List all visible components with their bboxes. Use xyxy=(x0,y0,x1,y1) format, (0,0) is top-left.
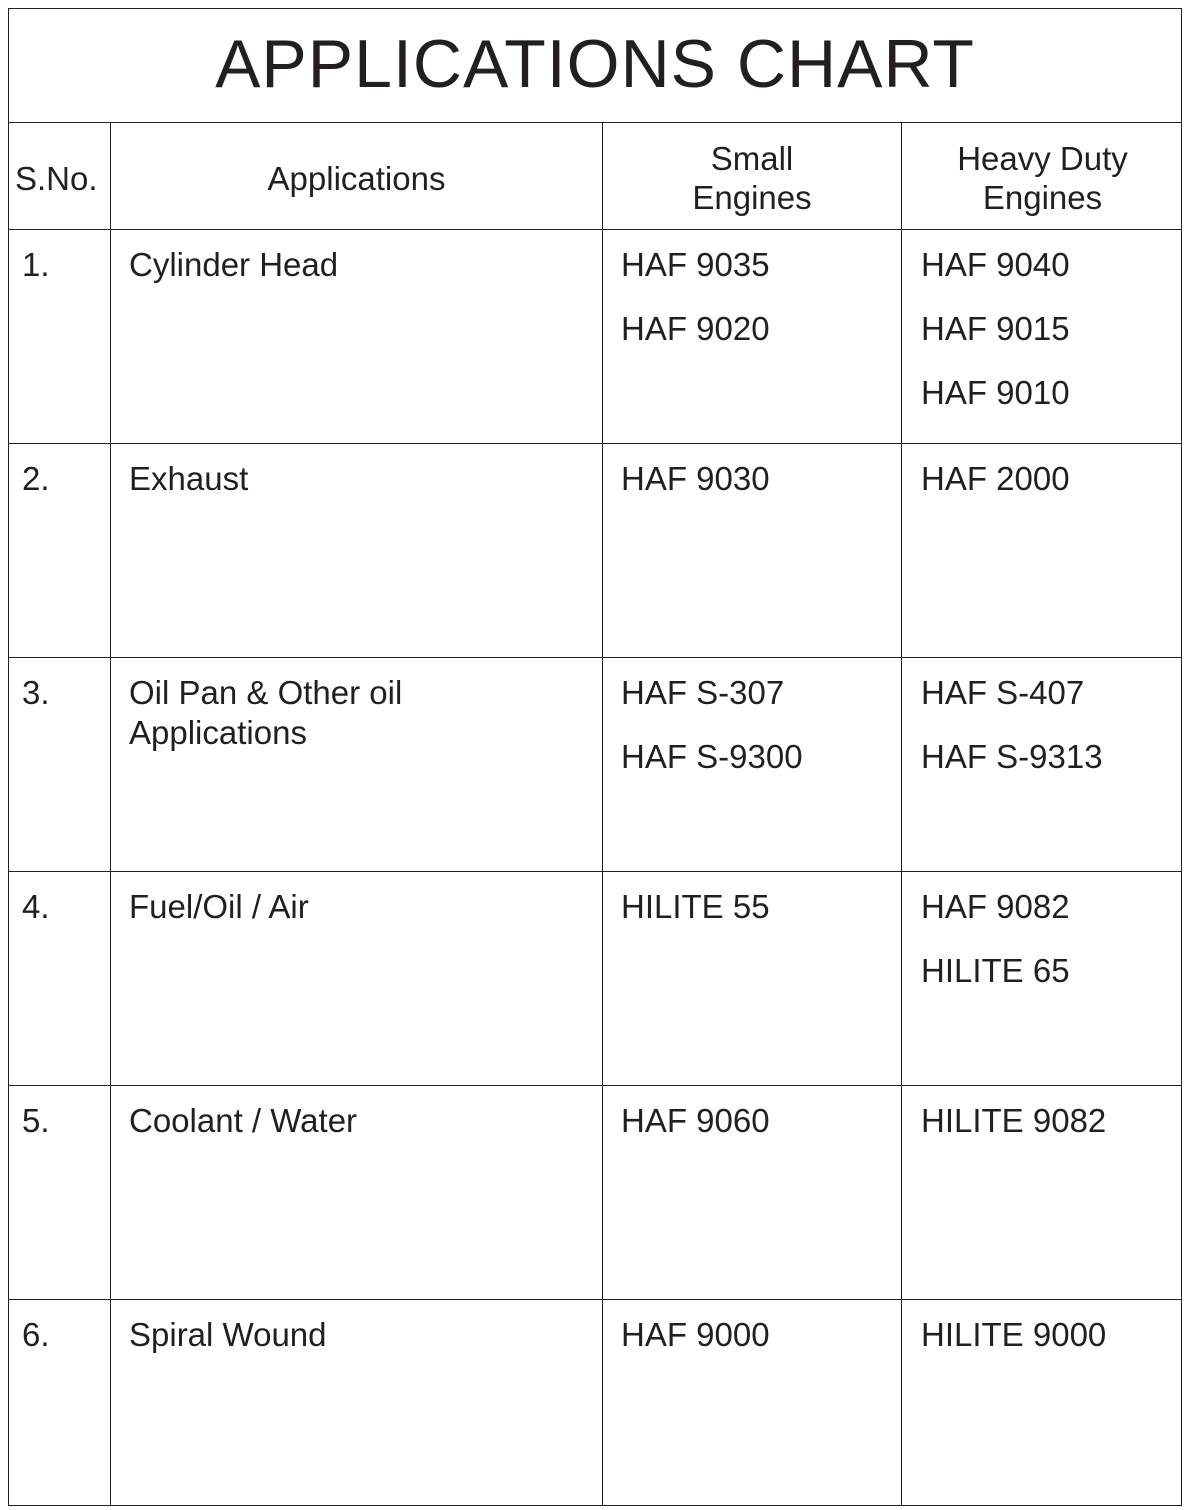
product-code: HAF S-9300 xyxy=(621,738,803,775)
row-4-heavy-duty-engines xyxy=(921,887,1070,1079)
product-code: HAF 2000 xyxy=(921,460,1070,497)
product-code: HILITE 9082 xyxy=(921,1102,1107,1139)
application-line: Oil Pan & Other oil xyxy=(129,674,403,711)
product-code: HAF 9040 xyxy=(921,246,1070,283)
product-code xyxy=(921,1379,1106,1443)
product-code: HILITE 55 xyxy=(621,888,770,925)
product-code xyxy=(921,587,1070,651)
product-code: HAF 9035 xyxy=(621,246,770,283)
row-3-sno: 3. xyxy=(22,674,50,711)
application-line: Spiral Wound xyxy=(129,1316,327,1353)
product-code xyxy=(921,523,1070,587)
product-code: HAF 9000 xyxy=(621,1316,770,1353)
product-code xyxy=(921,1229,1106,1293)
row-1-heavy-duty-engines xyxy=(921,245,1070,437)
row-3-small-engines xyxy=(621,673,803,865)
product-code xyxy=(621,587,770,651)
application-line: Fuel/Oil / Air xyxy=(129,888,309,925)
product-code xyxy=(621,1015,770,1079)
row-divider xyxy=(9,229,1181,230)
column-divider xyxy=(602,123,603,1505)
product-code xyxy=(621,1443,770,1507)
product-code xyxy=(621,1165,770,1229)
product-code: HAF 9020 xyxy=(621,310,770,347)
product-code: HAF S-307 xyxy=(621,674,785,711)
row-1-sno: 1. xyxy=(22,246,50,283)
product-code: HAF 9082 xyxy=(921,888,1070,925)
row-4-small-engines xyxy=(621,887,770,1079)
product-code xyxy=(621,1229,770,1293)
row-5-application xyxy=(129,1101,357,1141)
row-3-application xyxy=(129,673,402,753)
header-applications: Applications xyxy=(267,160,446,197)
product-code xyxy=(921,1443,1106,1507)
product-code: HAF 9010 xyxy=(921,374,1070,411)
product-code xyxy=(921,801,1103,865)
row-2-application xyxy=(129,459,248,499)
product-code: HAF 9030 xyxy=(621,460,770,497)
product-code xyxy=(621,951,770,1015)
product-code: HILITE 65 xyxy=(921,952,1070,989)
product-code xyxy=(621,523,770,587)
product-code xyxy=(921,1015,1070,1079)
row-divider xyxy=(9,1085,1181,1086)
row-2-sno: 2. xyxy=(22,460,50,497)
product-code xyxy=(621,801,803,865)
row-6-heavy-duty-engines xyxy=(921,1315,1106,1507)
header-heavy-duty-engines xyxy=(902,139,1183,217)
product-code xyxy=(621,373,770,437)
header-heavy-line2: Engines xyxy=(982,179,1103,216)
application-line: Exhaust xyxy=(129,460,249,497)
applications-chart-table xyxy=(8,8,1182,1506)
column-divider xyxy=(901,123,902,1505)
header-sno: S.No. xyxy=(15,160,98,197)
row-divider xyxy=(9,1299,1181,1300)
row-1-small-engines xyxy=(621,245,770,437)
header-heavy-line1: Heavy Duty xyxy=(957,140,1128,177)
row-divider xyxy=(9,657,1181,658)
row-6-sno: 6. xyxy=(22,1316,50,1353)
row-4-application xyxy=(129,887,309,927)
row-4-sno: 4. xyxy=(22,888,50,925)
product-code: HAF 9015 xyxy=(921,310,1070,347)
header-small-line2: Engines xyxy=(692,179,812,216)
application-line: Coolant / Water xyxy=(129,1102,358,1139)
row-5-sno: 5. xyxy=(22,1102,50,1139)
row-2-heavy-duty-engines xyxy=(921,459,1070,651)
header-small-engines xyxy=(603,139,901,217)
row-divider xyxy=(9,871,1181,872)
header-small-line1: Small xyxy=(710,140,794,177)
product-code: HAF S-407 xyxy=(921,674,1085,711)
product-code: HAF S-9313 xyxy=(921,738,1103,775)
row-2-small-engines xyxy=(621,459,770,651)
product-code xyxy=(621,1379,770,1443)
row-6-application xyxy=(129,1315,327,1355)
product-code: HAF 9060 xyxy=(621,1102,770,1139)
product-code xyxy=(921,1165,1106,1229)
row-6-small-engines xyxy=(621,1315,770,1507)
application-line: Cylinder Head xyxy=(129,246,339,283)
page-title: APPLICATIONS CHART xyxy=(9,9,1181,123)
row-5-heavy-duty-engines xyxy=(921,1101,1106,1293)
row-3-heavy-duty-engines xyxy=(921,673,1103,865)
column-divider xyxy=(110,123,111,1505)
row-5-small-engines xyxy=(621,1101,770,1293)
row-1-application xyxy=(129,245,338,285)
application-line: Applications xyxy=(129,714,307,751)
product-code: HILITE 9000 xyxy=(921,1316,1107,1353)
row-divider xyxy=(9,443,1181,444)
